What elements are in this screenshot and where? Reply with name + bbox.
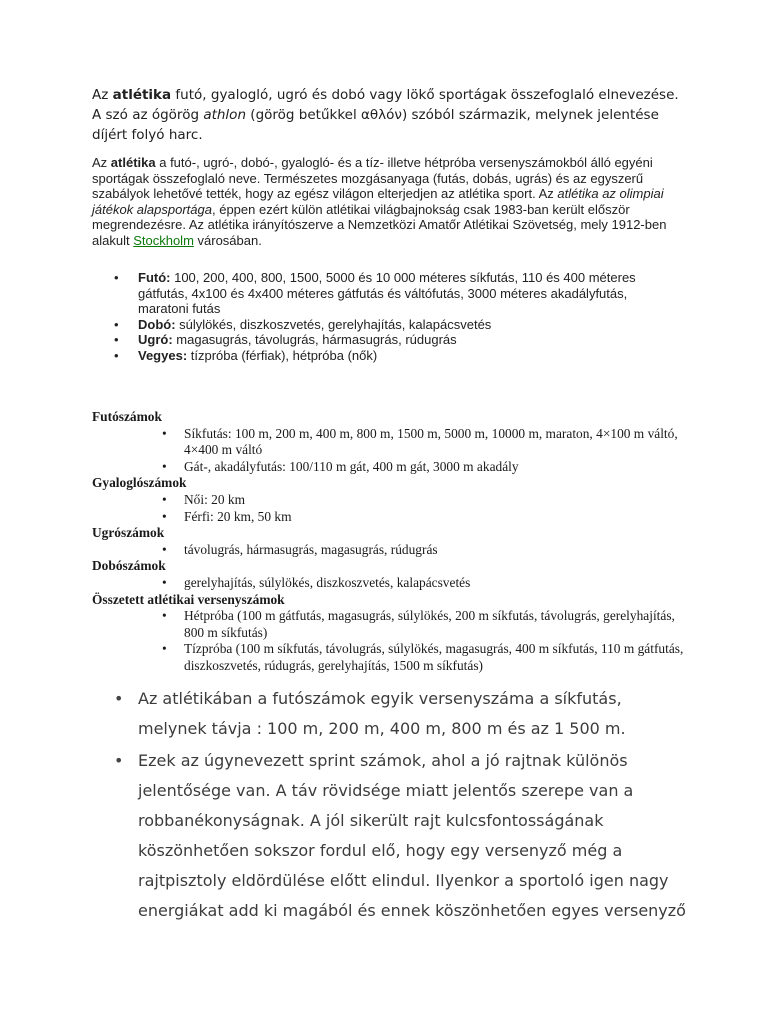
- gyaloglo-list: [92, 492, 692, 525]
- intro1-suffix: (görög betűkkel αθλόν) szóból származik, melynek jelentése díjért folyó harc.: [92, 107, 659, 143]
- list-item-futo: [92, 270, 652, 317]
- intro1-prefix: Az: [92, 87, 113, 103]
- list-item: • Férfi: 20 km, 50 km: [92, 509, 692, 526]
- list-item-vegyes: [92, 348, 652, 364]
- list-item-label: Futó:: [138, 270, 171, 285]
- intro1-italic-term: athlon: [203, 107, 247, 123]
- intro2-prefix: Az: [92, 155, 111, 170]
- list-item-ugro: [92, 332, 652, 348]
- heading-ugroszamok: Ugrószámok: [92, 525, 165, 541]
- list-item: • távolugrás, hármasugrás, magasugrás, rúdugrás: [92, 542, 692, 559]
- heading-futoszamok: Futószámok: [92, 409, 162, 424]
- discipline-list: [92, 270, 652, 363]
- list-item-label: Dobó:: [138, 316, 176, 332]
- heading-gyaloglo: Gyaloglószámok: [92, 475, 187, 491]
- list-item: • Női: 20 km: [92, 492, 692, 509]
- list-item-label: Ugró:: [138, 332, 173, 347]
- intro2-suffix: városában.: [193, 232, 262, 248]
- intro-paragraph-1: [92, 85, 682, 145]
- list-item: • Gát-, akadályfutás: 100/110 m gát, 400 m gát, 3000 m akadály: [92, 459, 692, 476]
- futoszamok-list: [92, 426, 692, 476]
- doboszamok-list: [92, 575, 692, 592]
- list-item: • Síkfutás: 100 m, 200 m, 400 m, 800 m, 1500 m, 5000 m, 10000 m, maraton, 4×100 m váltó, 4×400 m váltó: [92, 426, 692, 459]
- list-item-text: magasugrás, távolugrás, hármasugrás, rúdugrás: [172, 332, 457, 347]
- list-item: • Tízpróba (100 m síkfutás, távolugrás, súlylökés, magasugrás, 400 m síkfutás, 110 m gátfutás, diszkoszvetés, rúdugrás, gerelyhajítás, 1500 m síkfutás): [92, 641, 692, 674]
- list-item: • Ezek az úgynevezett sprint számok, ahol a jó rajtnak különös jelentősége van. A táv rövidsége miatt jelentős szerepe van a robbanékonyságnak. A jól sikerült rajt kulcsfontosságának köszönhetően sokszor fordul elő, hogy egy versenyző még a rajtpisztoly eldördülése előtt elindul. Ilyenkor a sportoló igen nagy energiákat add ki magából és ennek köszönhetően egyes versenyző: [112, 746, 692, 926]
- sprint-list: [112, 684, 692, 928]
- heading-doboszamok: Dobószámok: [92, 558, 166, 574]
- list-item-label: Vegyes:: [138, 347, 188, 363]
- heading-osszetett: Összetett atlétikai versenyszámok: [92, 591, 285, 607]
- stockholm-link[interactable]: Stockholm: [133, 232, 194, 248]
- events-section: [92, 409, 692, 675]
- intro2-bold-term: atlétika: [110, 155, 156, 170]
- list-item-text: tízpróba (férfiak), hétpróba (nők): [187, 347, 378, 363]
- intro1-bold-term: atlétika: [112, 87, 172, 103]
- ugroszamok-list: [92, 542, 692, 559]
- intro2-part1: a futó-, ugró-, dobó-, gyalogló- és a tíz- illetve hétpróba versenyszámokból álló egyéni sportágak összefoglaló neve. Természetes mozgásanyaga (futás, dobás, ugrás) és az egyszerű szabályok lehetővé tették, hogy az egész világon elterjedjen az atlétika sport. Az: [92, 155, 653, 201]
- list-item-text: súlylökés, diszkoszvetés, gerelyhajítás, kalapácsvetés: [175, 316, 492, 332]
- list-item-dobo: [92, 317, 652, 333]
- osszetett-list: [92, 608, 692, 674]
- intro2-part2: , éppen ezért külön atlétikai világbajnokság csak 1983-ban került először megrendezésre. Az atlétika irányítószerve a Nemzetközi Amatőr Atlétikai Szövetség, mely 1912-ben alakult: [92, 201, 667, 248]
- list-item: • Az atlétikában a futószámok egyik versenyszáma a síkfutás, melynek távja : 100 m, 200 m, 400 m, 800 m és az 1 500 m.: [112, 684, 692, 744]
- list-item: • Hétpróba (100 m gátfutás, magasugrás, súlylökés, 200 m síkfutás, távolugrás, gerelyhajítás, 800 m síkfutás): [92, 608, 692, 641]
- list-item-text: 100, 200, 400, 800, 1500, 5000 és 10 000 méteres síkfutás, 110 és 400 méteres gátfutás, 4x100 és 4x400 méteres gátfutás és váltófutás, 3000 méteres akadályfutás, maratoni futás: [138, 270, 636, 316]
- intro1-middle: futó, gyalogló, ugró és dobó vagy lökő sportágak összefoglaló elnevezése. A szó az ógörög: [92, 87, 679, 123]
- list-item: • gerelyhajítás, súlylökés, diszkoszvetés, kalapácsvetés: [92, 575, 692, 592]
- intro2-italic: atlétika az olimpiai játékok alapsportága: [92, 186, 664, 217]
- intro-paragraph-2: [92, 155, 682, 248]
